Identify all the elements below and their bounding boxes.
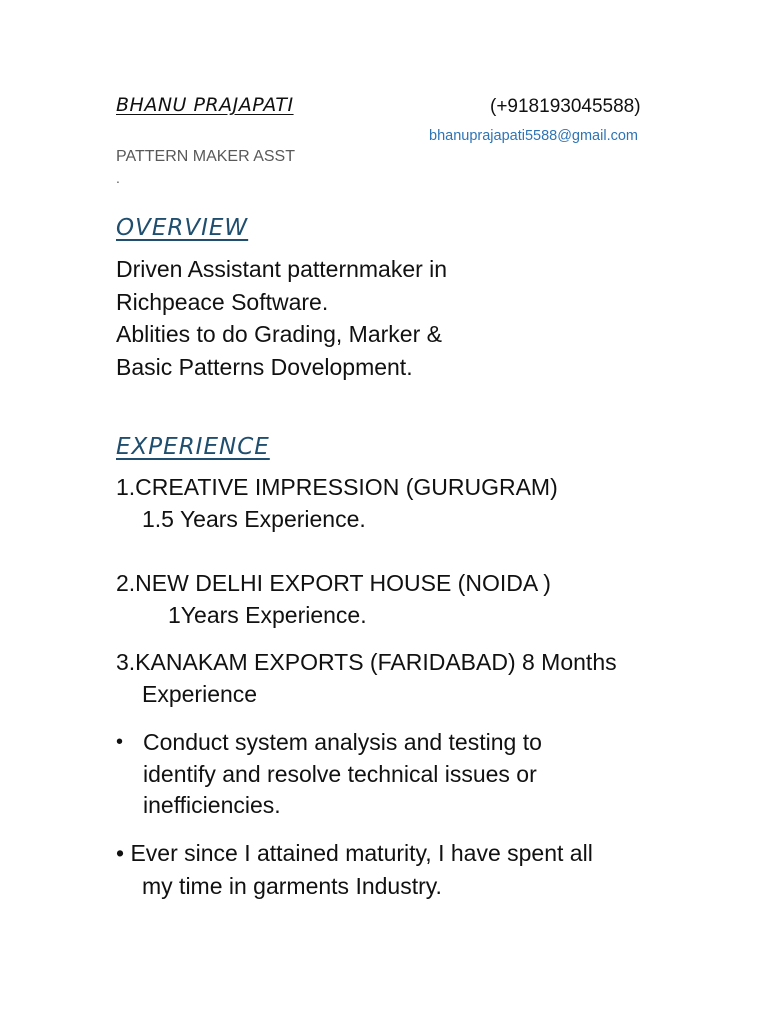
bullet-line: my time in garments Industry. bbox=[142, 872, 442, 899]
experience-heading: EXPERIENCE bbox=[116, 434, 270, 460]
job-title: 1.CREATIVE IMPRESSION (GURUGRAM) bbox=[116, 474, 558, 500]
bullet-line: Conduct system analysis and testing to bbox=[143, 729, 542, 755]
overview-line: Ablities to do Grading, Marker & bbox=[116, 321, 442, 347]
bullet-item bbox=[116, 837, 676, 902]
job-role: PATTERN MAKER ASST bbox=[116, 148, 295, 165]
separator-dot: . bbox=[116, 170, 120, 186]
candidate-name: BHANU PRAJAPATI bbox=[116, 94, 294, 116]
job-detail: Experience bbox=[142, 681, 258, 707]
email-address[interactable]: bhanuprajapati5588@gmail.com bbox=[429, 128, 638, 144]
overview-text bbox=[116, 253, 676, 383]
job-detail: 1.5 Years Experience. bbox=[142, 506, 366, 532]
overview-line: Basic Patterns Dovelopment. bbox=[116, 353, 413, 380]
bullet-line: • Ever since I attained maturity, I have spent all bbox=[116, 840, 593, 866]
bullet-line: inefficiencies. bbox=[143, 792, 281, 818]
phone-number: (+918193045588) bbox=[490, 96, 641, 117]
bullet-line: identify and resolve technical issues or bbox=[143, 760, 537, 787]
bullet-icon: • bbox=[116, 731, 124, 753]
overview-line: Richpeace Software. bbox=[116, 288, 329, 315]
bullet-item bbox=[116, 727, 676, 822]
job-title: 2.NEW DELHI EXPORT HOUSE (NOIDA ) bbox=[116, 570, 551, 596]
overview-heading: OVERVIEW bbox=[116, 215, 249, 241]
job-detail: 1Years Experience. bbox=[168, 602, 367, 628]
overview-line: Driven Assistant patternmaker in bbox=[116, 256, 448, 282]
job-title: 3.KANAKAM EXPORTS (FARIDABAD) 8 Months bbox=[116, 649, 617, 675]
